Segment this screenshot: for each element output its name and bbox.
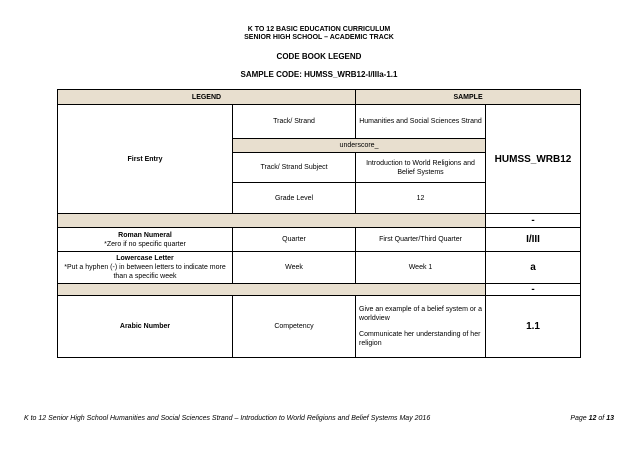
competency-code: 1.1 xyxy=(486,296,581,358)
subject-label: Track/ Strand Subject xyxy=(233,153,356,183)
grade-value: 12 xyxy=(356,183,486,214)
separator-dash: - xyxy=(486,214,581,228)
separator-dash-2: - xyxy=(486,284,581,296)
track-label: Track/ Strand xyxy=(233,105,356,139)
page-total: 13 xyxy=(606,415,614,422)
curriculum-title: K TO 12 BASIC EDUCATION CURRICULUM xyxy=(247,26,391,33)
competency-label: Competency xyxy=(233,296,356,358)
track-value: Humanities and Social Sciences Strand xyxy=(356,105,486,139)
quarter-value: First Quarter/Third Quarter xyxy=(356,228,486,252)
roman-numeral-cell xyxy=(58,228,233,252)
page-number xyxy=(570,415,614,422)
page-of: of xyxy=(598,415,605,422)
track-title: SENIOR HIGH SCHOOL – ACADEMIC TRACK xyxy=(244,34,394,41)
separator-row-2 xyxy=(58,284,486,296)
roman-numeral-note: *Zero if no specific quarter xyxy=(104,240,186,248)
first-entry-code: HUMSS_WRB12 xyxy=(486,105,581,214)
underscore-row: underscore_ xyxy=(233,139,486,153)
separator-row xyxy=(58,214,486,228)
competency-value-1: Give an example of a belief system or a worldview xyxy=(359,306,482,322)
legend-header: LEGEND xyxy=(58,90,356,105)
page-footer xyxy=(24,415,614,422)
subject-value: Introduction to World Religions and Belief Systems xyxy=(356,153,486,183)
first-entry-label: First Entry xyxy=(58,105,233,214)
roman-code: I/III xyxy=(486,228,581,252)
week-code: a xyxy=(486,252,581,284)
lowercase-letter-label: Lowercase Letter xyxy=(116,255,174,262)
competency-value-2: Communicate her understanding of her religion xyxy=(359,331,481,347)
week-value: Week 1 xyxy=(356,252,486,284)
page-current: 12 xyxy=(588,415,597,422)
page-prefix: Page xyxy=(570,415,587,422)
competency-value xyxy=(356,296,486,358)
code-book-title: CODE BOOK LEGEND xyxy=(276,52,362,61)
roman-numeral-label: Roman Numeral xyxy=(118,231,172,239)
footer-text: K to 12 Senior High School Humanities and Social Sciences Strand – Introduction to World Religions and Belief Systems May 2016 xyxy=(24,415,431,422)
week-label: Week xyxy=(233,252,356,284)
sample-code: SAMPLE CODE: HUMSS_WRB12-I/IIIa-1.1 xyxy=(240,70,398,79)
grade-label: Grade Level xyxy=(233,183,356,214)
code-book-table xyxy=(57,89,581,358)
quarter-label: Quarter xyxy=(233,228,356,252)
lowercase-letter-note: *Put a hyphen (-) in between letters to indicate more than a specific week xyxy=(64,264,226,280)
sample-header: SAMPLE xyxy=(356,90,581,105)
lowercase-letter-cell xyxy=(58,252,233,284)
arabic-number-label: Arabic Number xyxy=(58,296,233,358)
